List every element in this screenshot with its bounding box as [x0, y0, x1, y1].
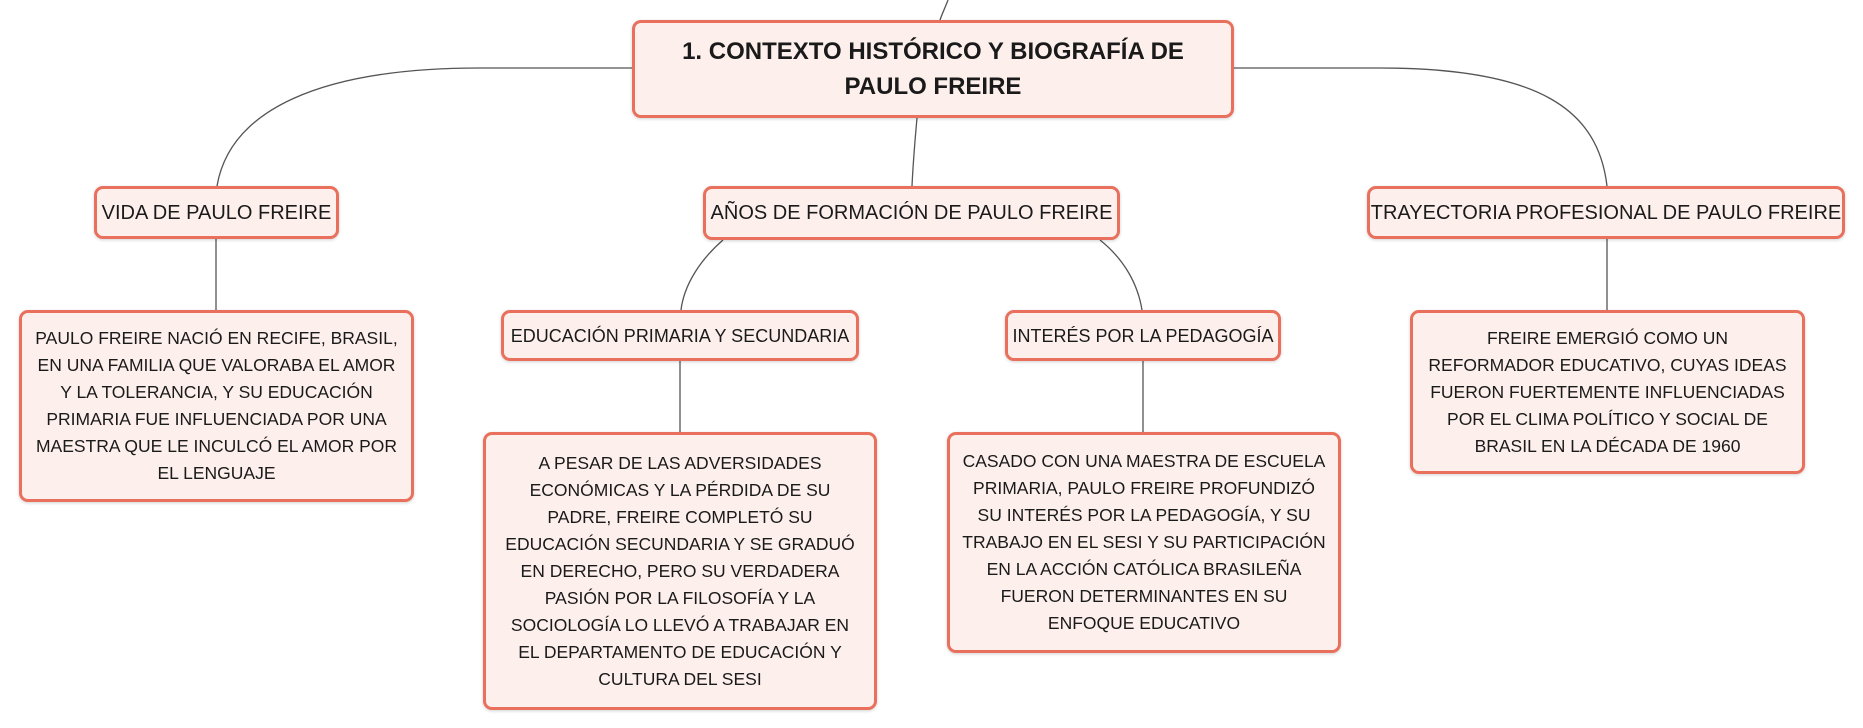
detail-educacion-text: A PESAR DE LAS ADVERSIDADES ECONÓMICAS Y LA PÉRDIDA DE SU PADRE, FREIRE COMPLETÓ SU EDUCACIÓN SECUNDARIA Y SE GRADUÓ EN DERECHO, PERO SU VERDADERA PASIÓN POR LA FILOSOFÍA Y LA SOCIOLOGÍA LO LLEVÓ A TRABAJAR EN EL DEPARTAMENTO DE EDUCACIÓN Y CULTURA DEL SESI	[505, 452, 855, 689]
subtopic-educacion-label: EDUCACIÓN PRIMARIA Y SECUNDARIA	[510, 325, 850, 346]
connector-root-formacion	[912, 118, 917, 186]
topic-trayectoria-node[interactable]	[1367, 186, 1845, 239]
detail-vida-node[interactable]	[19, 310, 414, 502]
detail-vida-text: PAULO FREIRE NACIÓ EN RECIFE, BRASIL, EN UNA FAMILIA QUE VALORABA EL AMOR Y LA TOLERANCIA, Y SU EDUCACIÓN PRIMARIA FUE INFLUENCIADA POR UNA MAESTRA QUE LE INCULCÓ EL AMOR POR EL LENGUAJE	[35, 328, 398, 483]
subtopic-interes-label: INTERÉS POR LA PEDAGOGÍA	[1012, 325, 1274, 346]
topic-formacion-label: AÑOS DE FORMACIÓN DE PAULO FREIRE	[710, 202, 1113, 224]
subtopic-educacion-node[interactable]	[501, 310, 859, 361]
root-node[interactable]	[632, 20, 1234, 118]
root-node-label: 1. CONTEXTO HISTÓRICO Y BIOGRAFÍA DE PAULO FREIRE	[682, 38, 1184, 100]
topic-trayectoria-label: TRAYECTORIA PROFESIONAL DE PAULO FREIRE	[1370, 201, 1842, 224]
connector-formacion-interes	[1100, 240, 1142, 310]
detail-trayectoria-text: FREIRE EMERGIÓ COMO UN REFORMADOR EDUCATIVO, CUYAS IDEAS FUERON FUERTEMENTE INFLUENCIADAS POR EL CLIMA POLÍTICO Y SOCIAL DE BRASIL EN LA DÉCADA DE 1960	[1428, 327, 1787, 456]
connector-formacion-educacion	[681, 240, 723, 310]
detail-interes-node[interactable]	[947, 432, 1341, 653]
detail-trayectoria-node[interactable]	[1410, 310, 1805, 474]
connector-parent-root	[940, 0, 948, 20]
topic-vida-label: VIDA DE PAULO FREIRE	[101, 201, 332, 224]
topic-formacion-node[interactable]	[703, 186, 1120, 240]
subtopic-interes-node[interactable]	[1005, 310, 1281, 361]
topic-vida-node[interactable]	[94, 186, 339, 239]
connector-root-trayectoria	[1234, 68, 1607, 186]
connector-root-vida	[217, 68, 632, 186]
detail-educacion-node[interactable]	[483, 432, 877, 710]
detail-interes-text: CASADO CON UNA MAESTRA DE ESCUELA PRIMARIA, PAULO FREIRE PROFUNDIZÓ SU INTERÉS POR LA PEDAGOGÍA, Y SU TRABAJO EN EL SESI Y SU PARTICIPACIÓN EN LA ACCIÓN CATÓLICA BRASILEÑA FUERON DETERMINANTES EN SU ENFOQUE EDUCATIVO	[962, 451, 1326, 633]
